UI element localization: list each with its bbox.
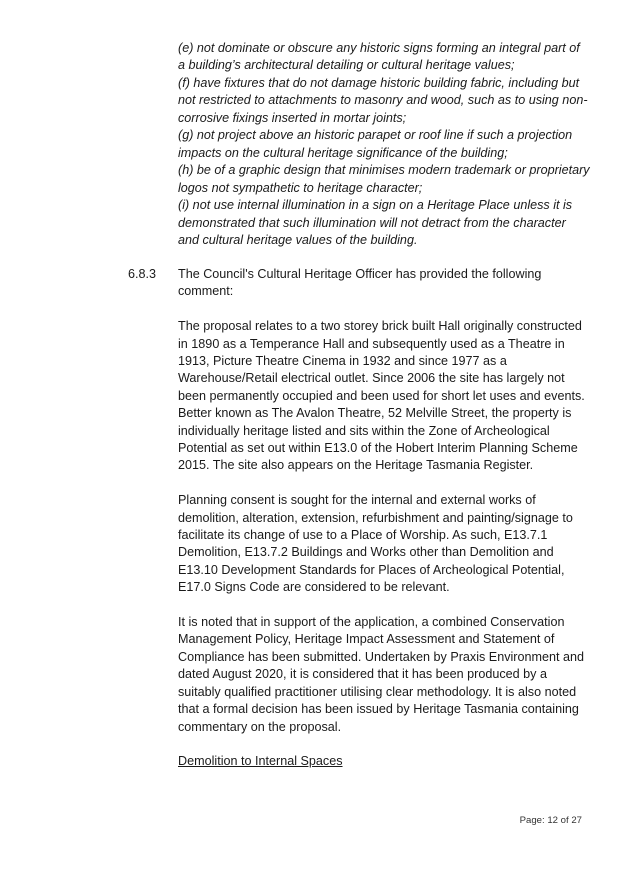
list-item: (e) not dominate or obscure any historic signs forming an integral part of a building’s architectural detailing or cultural heritage values; <box>178 41 580 73</box>
paragraph: The proposal relates to a two storey brick built Hall originally constructed in 1890 as a Temperance Hall and subsequently used as a Theatre in 1913, Picture Theatre Cinema in 1932 and since 1977 as a Warehouse/Retail electrical outlet. Since 2006 the site has largely not been permanently occupied and been used for short let uses and events. Better known as The Avalon Theatre, 52 Melville Street, the property is individually heritage listed and sits within the Zone of Archeological Potential as set out within E13.0 of the Hobert Interim Planning Scheme 2015. The site also appears on the Heritage Tasmania Register. <box>178 319 585 473</box>
paragraph: It is noted that in support of the application, a combined Conservation Management Policy, Heritage Impact Assessment and Statement of Compliance has been submitted. Undertaken by Praxis Environment and dated August 2020, it is considered that it has been produced by a suitably qualified practitioner utilising clear methodology. It is also noted that a formal decision has been issued by Heritage Tasmania containing commentary on the proposal. <box>178 615 585 734</box>
subheading: Demolition to Internal Spaces <box>178 754 343 769</box>
list-item: (g) not project above an historic parapet or roof line if such a projection impacts on the cultural heritage significance of the building; <box>178 128 573 160</box>
section-body <box>178 266 590 788</box>
paragraph: Planning consent is sought for the internal and external works of demolition, alteration, extension, refurbishment and painting/signage to facilitate its change of use to a Place of Worship. As such, E13.7.1 Demolition, E13.7.2 Buildings and Works other than Demolition and E13.10 Development Standards for Places of Archeological Potential, E17.0 Signs Code are considered to be relevant. <box>178 493 573 595</box>
list-item: (f) have fixtures that do not damage historic building fabric, including but not restricted to attachments to masonry and wood, such as to using non-corrosive fixings inserted in mortar joints; <box>178 75 588 125</box>
page-number: Page: 12 of 27 <box>519 815 582 826</box>
list-item: (h) be of a graphic design that minimises modern trademark or proprietary logos not sympathetic to heritage character; <box>178 163 590 195</box>
section-number: 6.8.3 <box>128 267 157 281</box>
heritage-sign-criteria-list <box>178 40 590 249</box>
section-intro: The Council's Cultural Heritage Officer has provided the following comment: <box>178 267 542 299</box>
list-item: (i) not use internal illumination in a sign on a Heritage Place unless it is demonstrated that such illumination will not detract from the character and cultural heritage values of the building. <box>178 198 573 247</box>
